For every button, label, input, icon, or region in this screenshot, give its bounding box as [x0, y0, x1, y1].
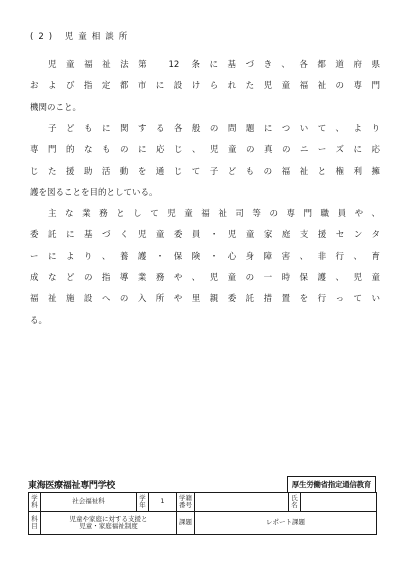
department-label: 学 科	[29, 493, 41, 512]
student-number-label: 学籍 番号	[177, 493, 195, 512]
name-label: 氏 名	[289, 493, 301, 512]
section-heading: (2) 児童相談所	[30, 32, 133, 42]
department-value: 社会福祉科	[41, 493, 137, 512]
body-line: 主な業務として児童福祉司等の専門職員や、	[48, 209, 380, 220]
body-line: 機関のこと。	[30, 102, 82, 113]
subject-value: 児童や家庭に対する支援と 児童・家庭福祉制度	[41, 512, 177, 535]
body-line: る。	[30, 315, 48, 326]
body-line: および指定都市に設けられた児童福祉の専門	[30, 81, 380, 92]
subject-label: 科 目	[29, 512, 41, 535]
body-line: 委託に基づく児童委員・児童家庭支援センタ	[30, 230, 380, 241]
body-line: じた援助活動を通じて子どもの福祉と権利擁	[30, 166, 380, 177]
body-line: 専門的なものに応じ、児童の真のニーズに応	[30, 145, 380, 156]
assignment-value: レポート課題	[195, 512, 377, 535]
year-value: 1	[149, 493, 177, 512]
student-info-table	[28, 492, 377, 535]
body-line: 児童福祉法第 12 条に基づき、各都道府県	[48, 60, 380, 70]
school-name: 東海医療福祉専門学校	[28, 481, 116, 491]
body-line: 成などの指導業務や、児童の一時保護、児童	[30, 273, 380, 283]
body-line: 福祉施設への入所や里親委託措置を行ってい	[30, 294, 380, 305]
assignment-label: 課題	[177, 512, 195, 535]
year-label: 学 年	[137, 493, 149, 512]
body-line: 護を図ることを目的としている。	[30, 187, 158, 198]
name-value	[301, 493, 377, 512]
body-line: ーにより、養護・保険・心身障害、非行、育	[30, 251, 380, 262]
accreditation-stamp: 厚生労働省指定通信教育	[287, 476, 376, 493]
student-number-value	[195, 493, 289, 512]
body-line: 子どもに関する各般の問題について、より	[48, 123, 380, 134]
